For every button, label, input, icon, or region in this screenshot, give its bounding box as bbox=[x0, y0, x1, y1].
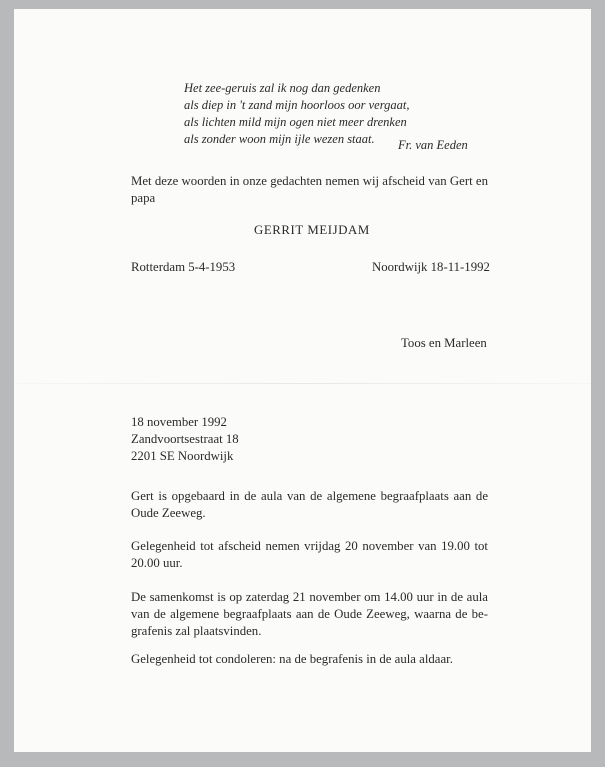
paragraph-farewell bbox=[131, 538, 488, 572]
address-block bbox=[131, 414, 239, 465]
paragraph-line: De samenkomst is op zaterdag 21 november om 14.00 uur in de aula bbox=[131, 590, 488, 604]
paragraph-line: Gelegenheid tot afscheid nemen vrijdag 20 november van 19.00 tot bbox=[131, 539, 488, 553]
paragraph-line: Gelegenheid tot condoleren: na de begrafenis in de aula aldaar. bbox=[131, 652, 453, 666]
paragraph-gathering bbox=[131, 589, 488, 640]
paragraph-line: van de algemene begraafplaats aan de Oude Zeeweg, waarna de be- bbox=[131, 607, 488, 621]
address-line: 18 november 1992 bbox=[131, 415, 227, 429]
paragraph-line: grafenis zal plaatsvinden. bbox=[131, 624, 262, 638]
poem bbox=[184, 80, 409, 148]
deceased-name: GERRIT MEIJDAM bbox=[254, 223, 370, 237]
paragraph-line: 20.00 uur. bbox=[131, 556, 183, 570]
death-date: Noordwijk 18-11-1992 bbox=[372, 260, 490, 274]
paragraph-line: Oude Zeeweg. bbox=[131, 506, 206, 520]
address-line: Zandvoortsestraat 18 bbox=[131, 432, 239, 446]
poem-line: als diep in 't zand mijn hoorloos oor vergaat, bbox=[184, 98, 410, 112]
poem-line: Het zee-geruis zal ik nog dan gedenken bbox=[184, 81, 381, 95]
paragraph-line: Gert is opgebaard in de aula van de algemene begraafplaats aan de bbox=[131, 489, 488, 503]
fold-line bbox=[14, 383, 591, 384]
poem-line: als zonder woon mijn ijle wezen staat. bbox=[184, 132, 375, 146]
intro-line: papa bbox=[131, 191, 156, 205]
poem-line: als lichten mild mijn ogen niet meer drenken bbox=[184, 115, 407, 129]
intro-line: Met deze woorden in onze gedachten nemen wij afscheid van Gert en bbox=[131, 174, 488, 188]
paragraph-viewing bbox=[131, 488, 488, 522]
poem-author: Fr. van Eeden bbox=[398, 138, 468, 152]
birth-date: Rotterdam 5-4-1953 bbox=[131, 260, 236, 274]
signature-names: Toos en Marleen bbox=[401, 336, 487, 350]
address-line: 2201 SE Noordwijk bbox=[131, 449, 234, 463]
paragraph-condolences bbox=[131, 651, 488, 668]
intro-text bbox=[131, 173, 488, 207]
